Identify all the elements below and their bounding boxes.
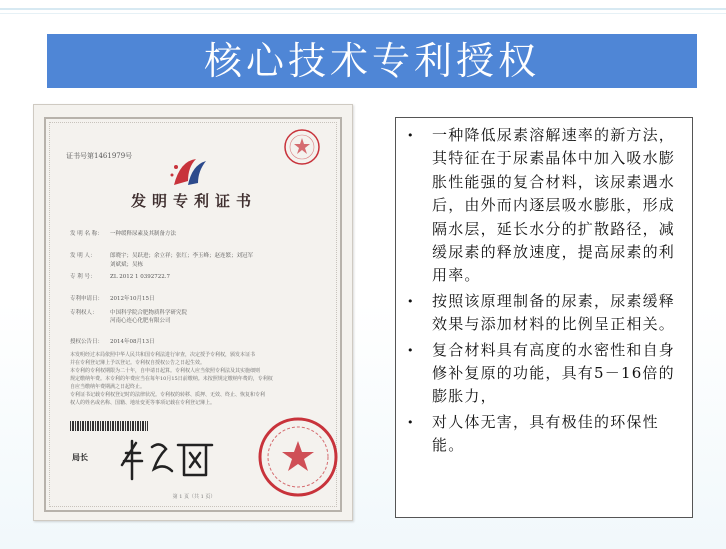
certificate-field: 发 明 名 称： 一种缓释尿素及其制备方法 [70, 231, 177, 237]
certificate-number: 证书号第1461979号 [66, 152, 133, 160]
red-official-seal-icon [282, 127, 322, 167]
patent-office-emblem-icon [166, 155, 212, 189]
certificate-heading: 发明专利证书 [130, 192, 257, 210]
certificate-barcode [70, 421, 148, 431]
bullet-list [404, 124, 687, 460]
list-item [404, 124, 687, 288]
list-item [404, 411, 687, 458]
certificate-field: 专利权人： 中国科学院合肥物质科学研究院 [70, 310, 188, 316]
bullet-text: 一种降低尿素溶解速率的新方法，其特征在于尿素晶体中加入吸水膨胀性能强的复合材料，该尿素遇水后，由外而内逐层吸水膨胀，形成隔水层，延长水分的扩散路径，减缓尿素的释放速度，提高尿素的利用率。 [432, 126, 676, 285]
certificate-field: 专 利 号： ZL 2012 1 0392722.7 [70, 274, 170, 280]
list-item [404, 339, 687, 409]
patent-certificate-image [33, 104, 353, 521]
certificate-field: 刘斌斌；吴栋 [110, 262, 144, 268]
certificate-field: 发 明 人： 郎晓宇；吴跃进；余立祥；张红；李玉峰；赵连繁；刘冠军 [70, 253, 254, 259]
handwritten-signature [114, 435, 224, 485]
certificate-body-text: 本发明经过本局依照中华人民共和国专利法进行审查，决定授予专利权，颁发本证书 并在专利登记簿上予以登记。专利权自授权公告之日起生效。 本专利的专利权期限为二十年，自申请日起算。专利权人应当依照专利法及其实施细则 规定缴纳年费。本专利的年费应当在每年10月15日前缴纳。未按照规定缴纳年费的，专利权 自应当缴纳年费期满之日起终止。 专利证书记载专利权登记时的法律状况。专利权的转移、质押、无效、终止、恢复和专利 权人的姓名或名称、国籍、地址变更等事项记载在专利登记簿上。 [70, 352, 273, 406]
bullet-text: 复合材料具有高度的水密性和自身修补复原的功能，具有5－16倍的膨胀力， [432, 340, 676, 406]
list-item [404, 290, 687, 337]
title-bar [47, 34, 697, 88]
bullet-text: 按照该原理制备的尿素，尿素缓释效果与添加材料的比例呈正相关。 [432, 291, 676, 334]
top-decorative-rule [0, 8, 726, 10]
bullet-text: 对人体无害，具有极佳的环保性能。 [432, 412, 659, 455]
certificate-page-footer: 第 1 页（共 1 页） [172, 494, 216, 500]
bullet-icon: • [407, 294, 414, 308]
top-decorative-rule-thin [0, 13, 726, 14]
bullet-icon: • [407, 129, 414, 142]
certificate-field: 授权公告日： 2014年08月13日 [70, 339, 155, 345]
certificate-field: 河南心连心化肥有限公司 [110, 318, 171, 324]
bullet-icon: • [407, 415, 414, 429]
bureau-head-label: 局长 [72, 452, 88, 462]
slide-title: 核心技术专利授权 [203, 39, 540, 83]
certificate-field: 专利申请日： 2012年10月15日 [70, 296, 155, 302]
bullet-icon: • [407, 343, 414, 357]
description-box [395, 117, 693, 518]
red-official-seal-icon [256, 415, 340, 499]
